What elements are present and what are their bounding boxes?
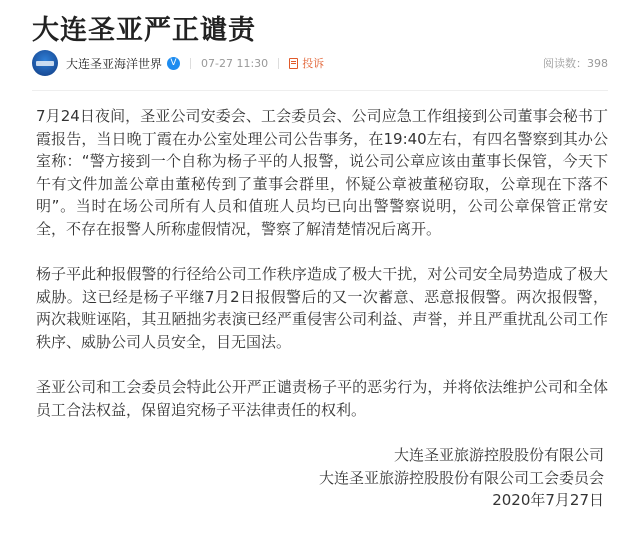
article-body [36, 105, 608, 444]
publish-time: 07-27 11:30 [201, 56, 269, 70]
signature-union: 大连圣亚旅游控股股份有限公司工会委员会 [318, 468, 604, 487]
signature-date: 2020年7月27日 [492, 491, 604, 509]
report-button[interactable] [289, 55, 324, 71]
meta-divider [190, 58, 191, 69]
read-count: 阅读数：398 [543, 57, 608, 70]
signature-company: 大连圣亚旅游控股股份有限公司 [393, 446, 604, 464]
paragraph: 7月24日夜间，圣亚公司安委会、工会委员会、公司应急工作组接到公司董事会秘书丁霞报告，当日晚丁霞在办公室处理公司公告事务，在19:40左右，有四名警察到其办公室称：“警方接到一个自称为杨子平的人报警，说公司公章应该由董事长保管，今天下午有文件加盖公章由董秘传到了董事会群里，怀疑公章被董秘窃取，公章现在下落不明”。当时在场公司所有人员和值班人员均已向出警警察说明，公司公章保管正常安全，不存在报警人所称虚假情况，警察了解清楚情况后离开。 [36, 107, 608, 238]
paragraph: 杨子平此种报假警的行径给公司工作秩序造成了极大干扰，对公司安全局势造成了极大威胁。这已经是杨子平继7月2日报假警后的又一次蓄意、恶意报假警。两次报假警，两次栽赃诬陷，其丑陋拙劣表演已经严重侵害公司利益、声誉，并且严重扰乱公司工作秩序、威胁公司人员安全，目无国法。 [36, 265, 608, 351]
avatar-logo-icon [36, 61, 54, 66]
header-divider [32, 90, 608, 91]
article-meta [32, 48, 608, 78]
article-title: 大连圣亚严正谴责 [32, 15, 256, 46]
account-name[interactable]: 大连圣亚海洋世界 [66, 56, 163, 71]
signature-block [319, 444, 604, 512]
verified-icon: V [167, 57, 180, 70]
report-label: 投诉 [302, 57, 325, 70]
paragraph: 圣亚公司和工会委员会特此公开严正谴责杨子平的恶劣行为，并将依法维护公司和全体员工合法权益，保留追究杨子平法律责任的权利。 [36, 378, 608, 419]
account-avatar[interactable] [32, 50, 58, 76]
meta-divider [278, 58, 279, 69]
report-icon [289, 58, 298, 69]
